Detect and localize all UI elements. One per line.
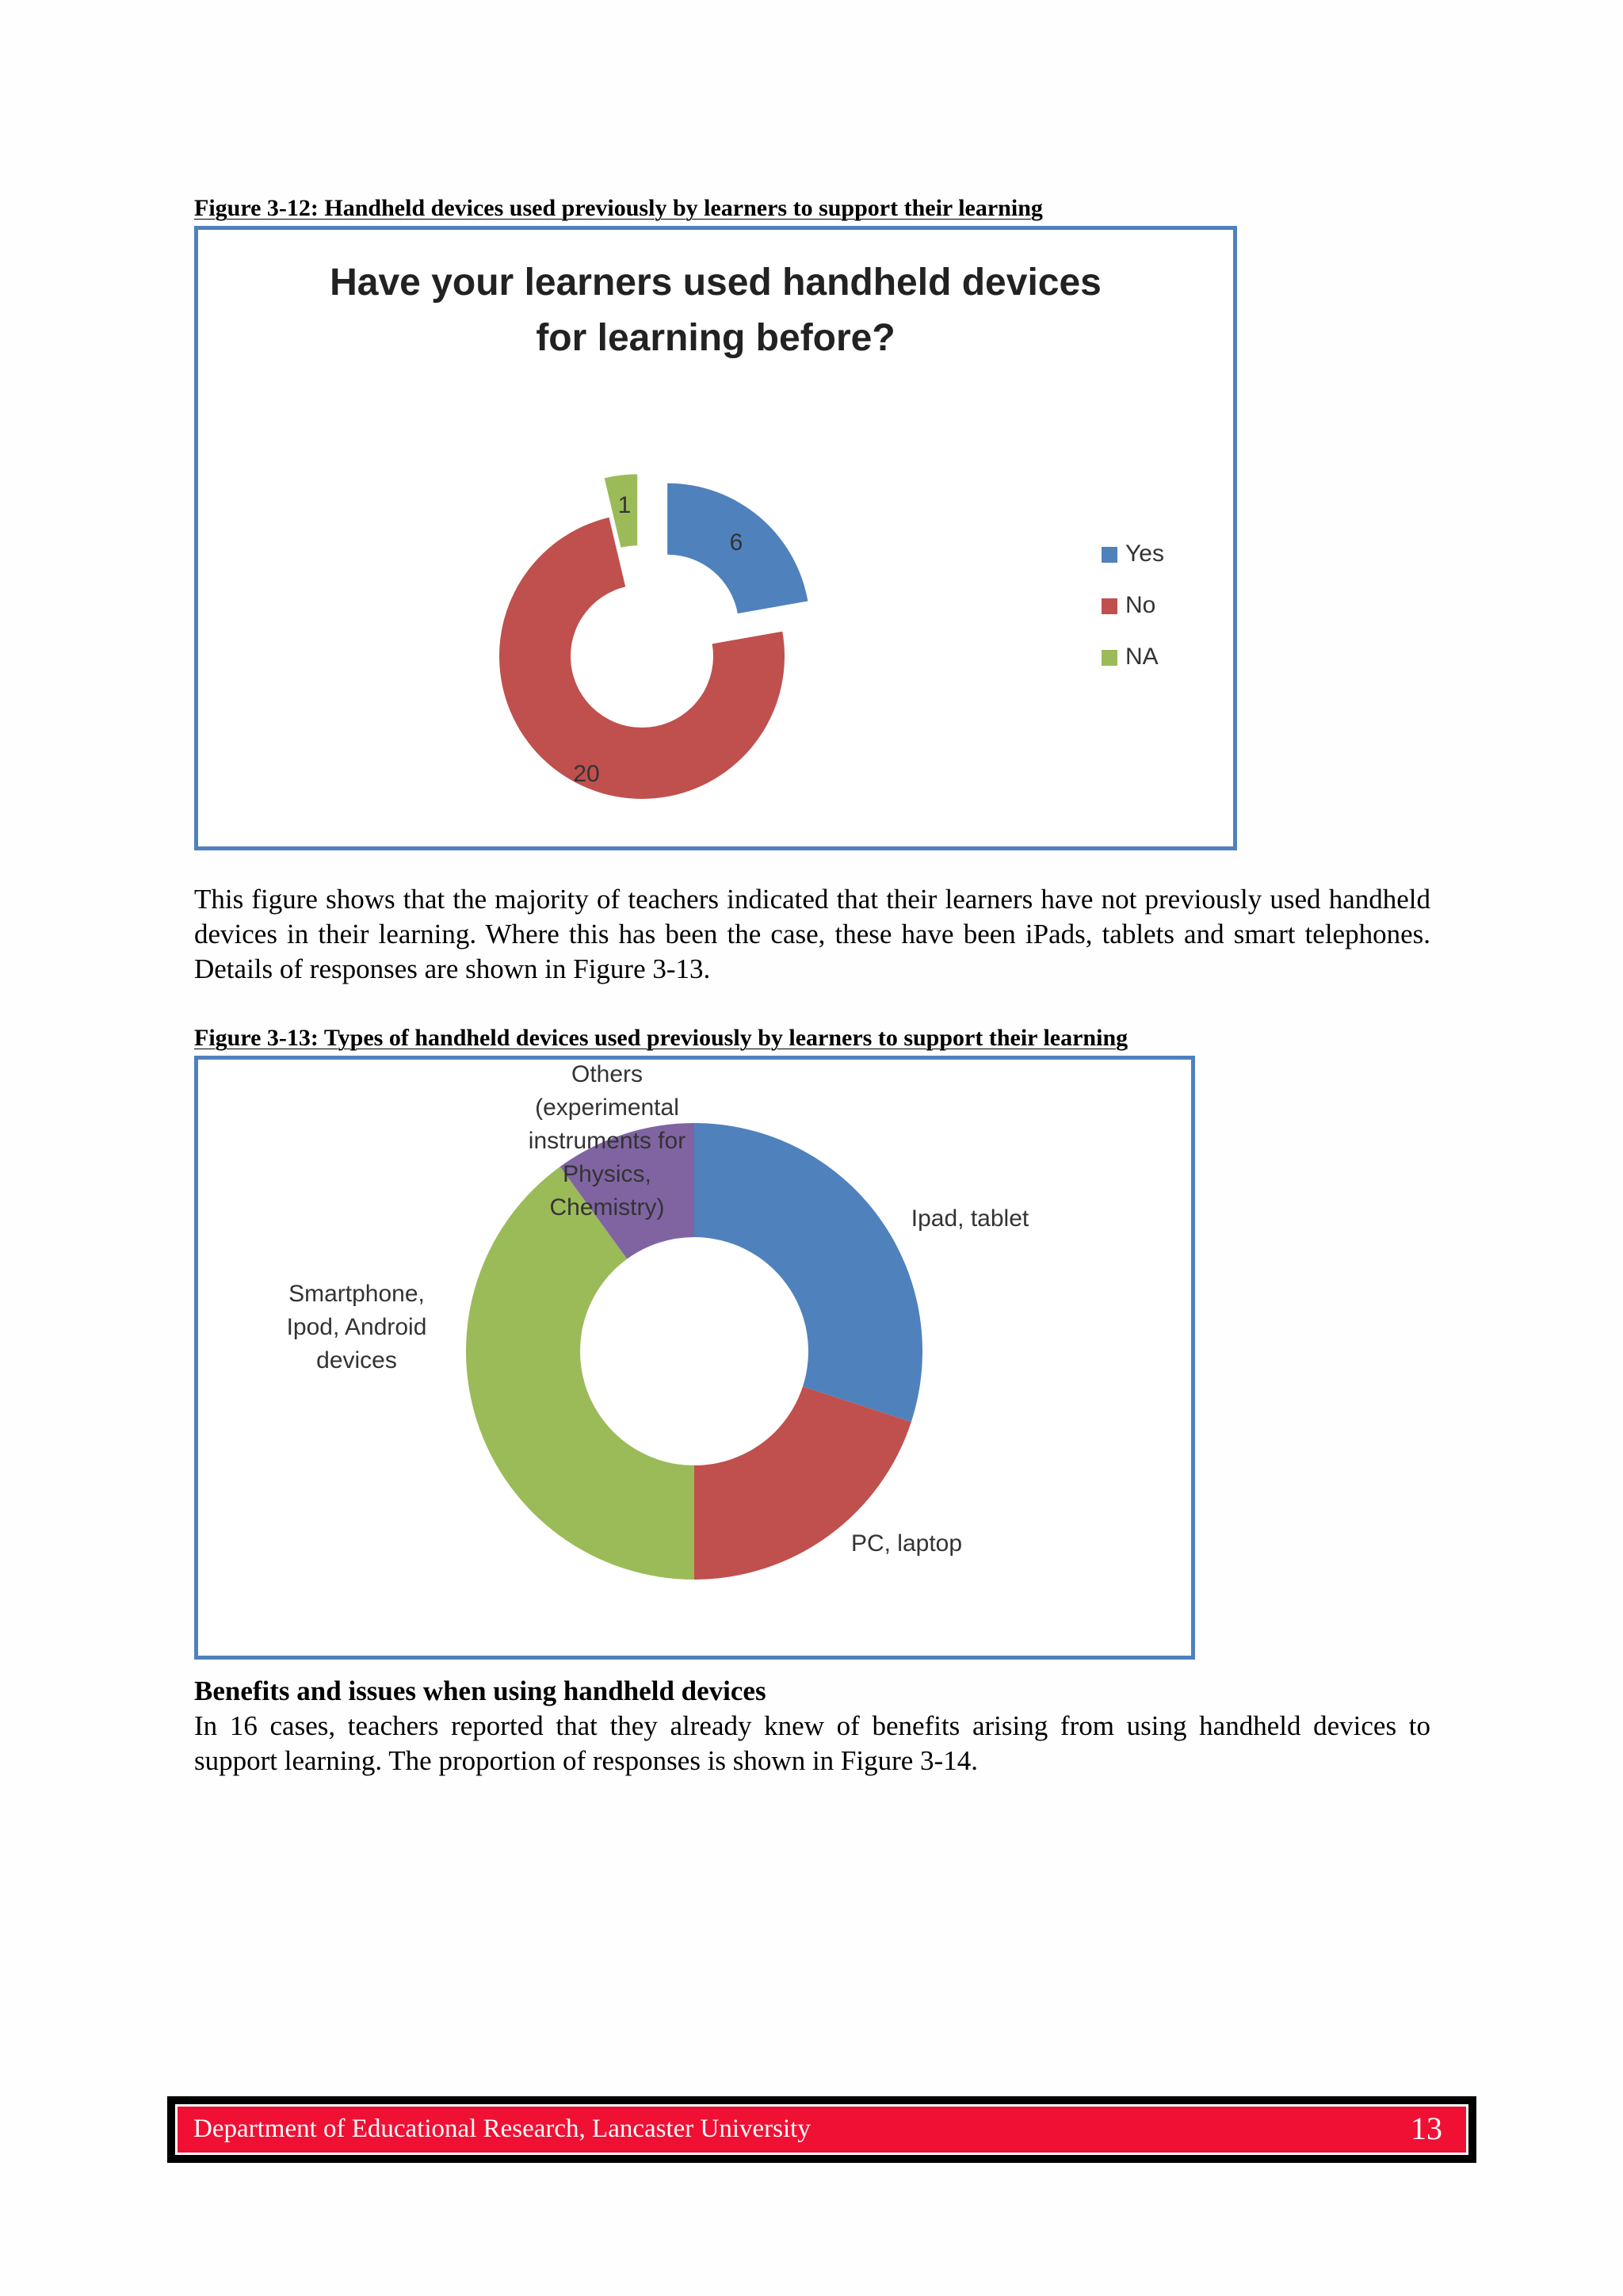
footer-institution: Department of Educational Research, Lancaster University: [193, 2115, 811, 2143]
chart1-legend-swatch-na: [1102, 650, 1117, 666]
chart2-slice-ipad-tablet: [694, 1123, 922, 1422]
chart2-category-label-others-experimental-instruments-for-physics-chemistry: Others (experimental instruments for Physics, Chemistry): [528, 1061, 686, 1221]
chart1-legend-swatch-no: [1102, 598, 1117, 614]
chart1-title-line-1: Have your learners used handheld devices: [330, 262, 1102, 304]
chart-device-types: [194, 1056, 1195, 1660]
figure-13-caption: Figure 3-13: Types of handheld devices used previously by learners to support their learning: [194, 1025, 1128, 1051]
chart1-legend-swatch-yes: [1102, 547, 1117, 563]
chart1-data-label-na: 1: [617, 492, 632, 519]
chart1-svg: [198, 230, 1233, 846]
chart1-legend: [1102, 541, 1164, 670]
chart1-legend-label-na: NA: [1125, 643, 1159, 670]
chart1-legend-label-no: No: [1125, 591, 1156, 618]
page-number: 13: [1411, 2111, 1442, 2146]
chart2-category-label-smartphone-ipod-android-devices: Smartphone, Ipod, Android devices: [286, 1281, 427, 1373]
chart2-category-label-pc-laptop: PC, laptop: [850, 1530, 963, 1557]
chart1-slices: [499, 474, 808, 799]
chart2-slices: [466, 1123, 922, 1580]
page-footer: [167, 2096, 1476, 2163]
chart2-svg: [198, 1060, 1191, 1656]
chart2-category-label-ipad-tablet: Ipad, tablet: [911, 1205, 1029, 1232]
chart1-legend-label-yes: Yes: [1125, 540, 1164, 567]
paragraph-figure-12-summary: This figure shows that the majority of teachers indicated that their learners have not previously used handheld devices in their learning. Where this has been the case, these have been iPads, tablets and smart telephones. Details of responses are shown in Figure 3-13.: [194, 884, 1430, 984]
chart1-data-label-yes: 6: [729, 529, 743, 556]
footer-bar: [175, 2104, 1468, 2155]
chart-yes-no-handheld: [194, 226, 1237, 850]
chart1-title: [330, 262, 1102, 359]
chart1-data-label-no: 20: [573, 760, 600, 787]
section-heading-benefits: Benefits and issues when using handheld devices: [194, 1675, 766, 1706]
figure-12-caption: Figure 3-12: Handheld devices used previously by learners to support their learning: [194, 195, 1043, 221]
chart1-title-line-2: for learning before?: [536, 317, 896, 359]
paragraph-benefits: In 16 cases, teachers reported that they already knew of benefits arising from using handheld devices to support learning. The proportion of responses is shown in Figure 3-14.: [194, 1710, 1430, 1776]
